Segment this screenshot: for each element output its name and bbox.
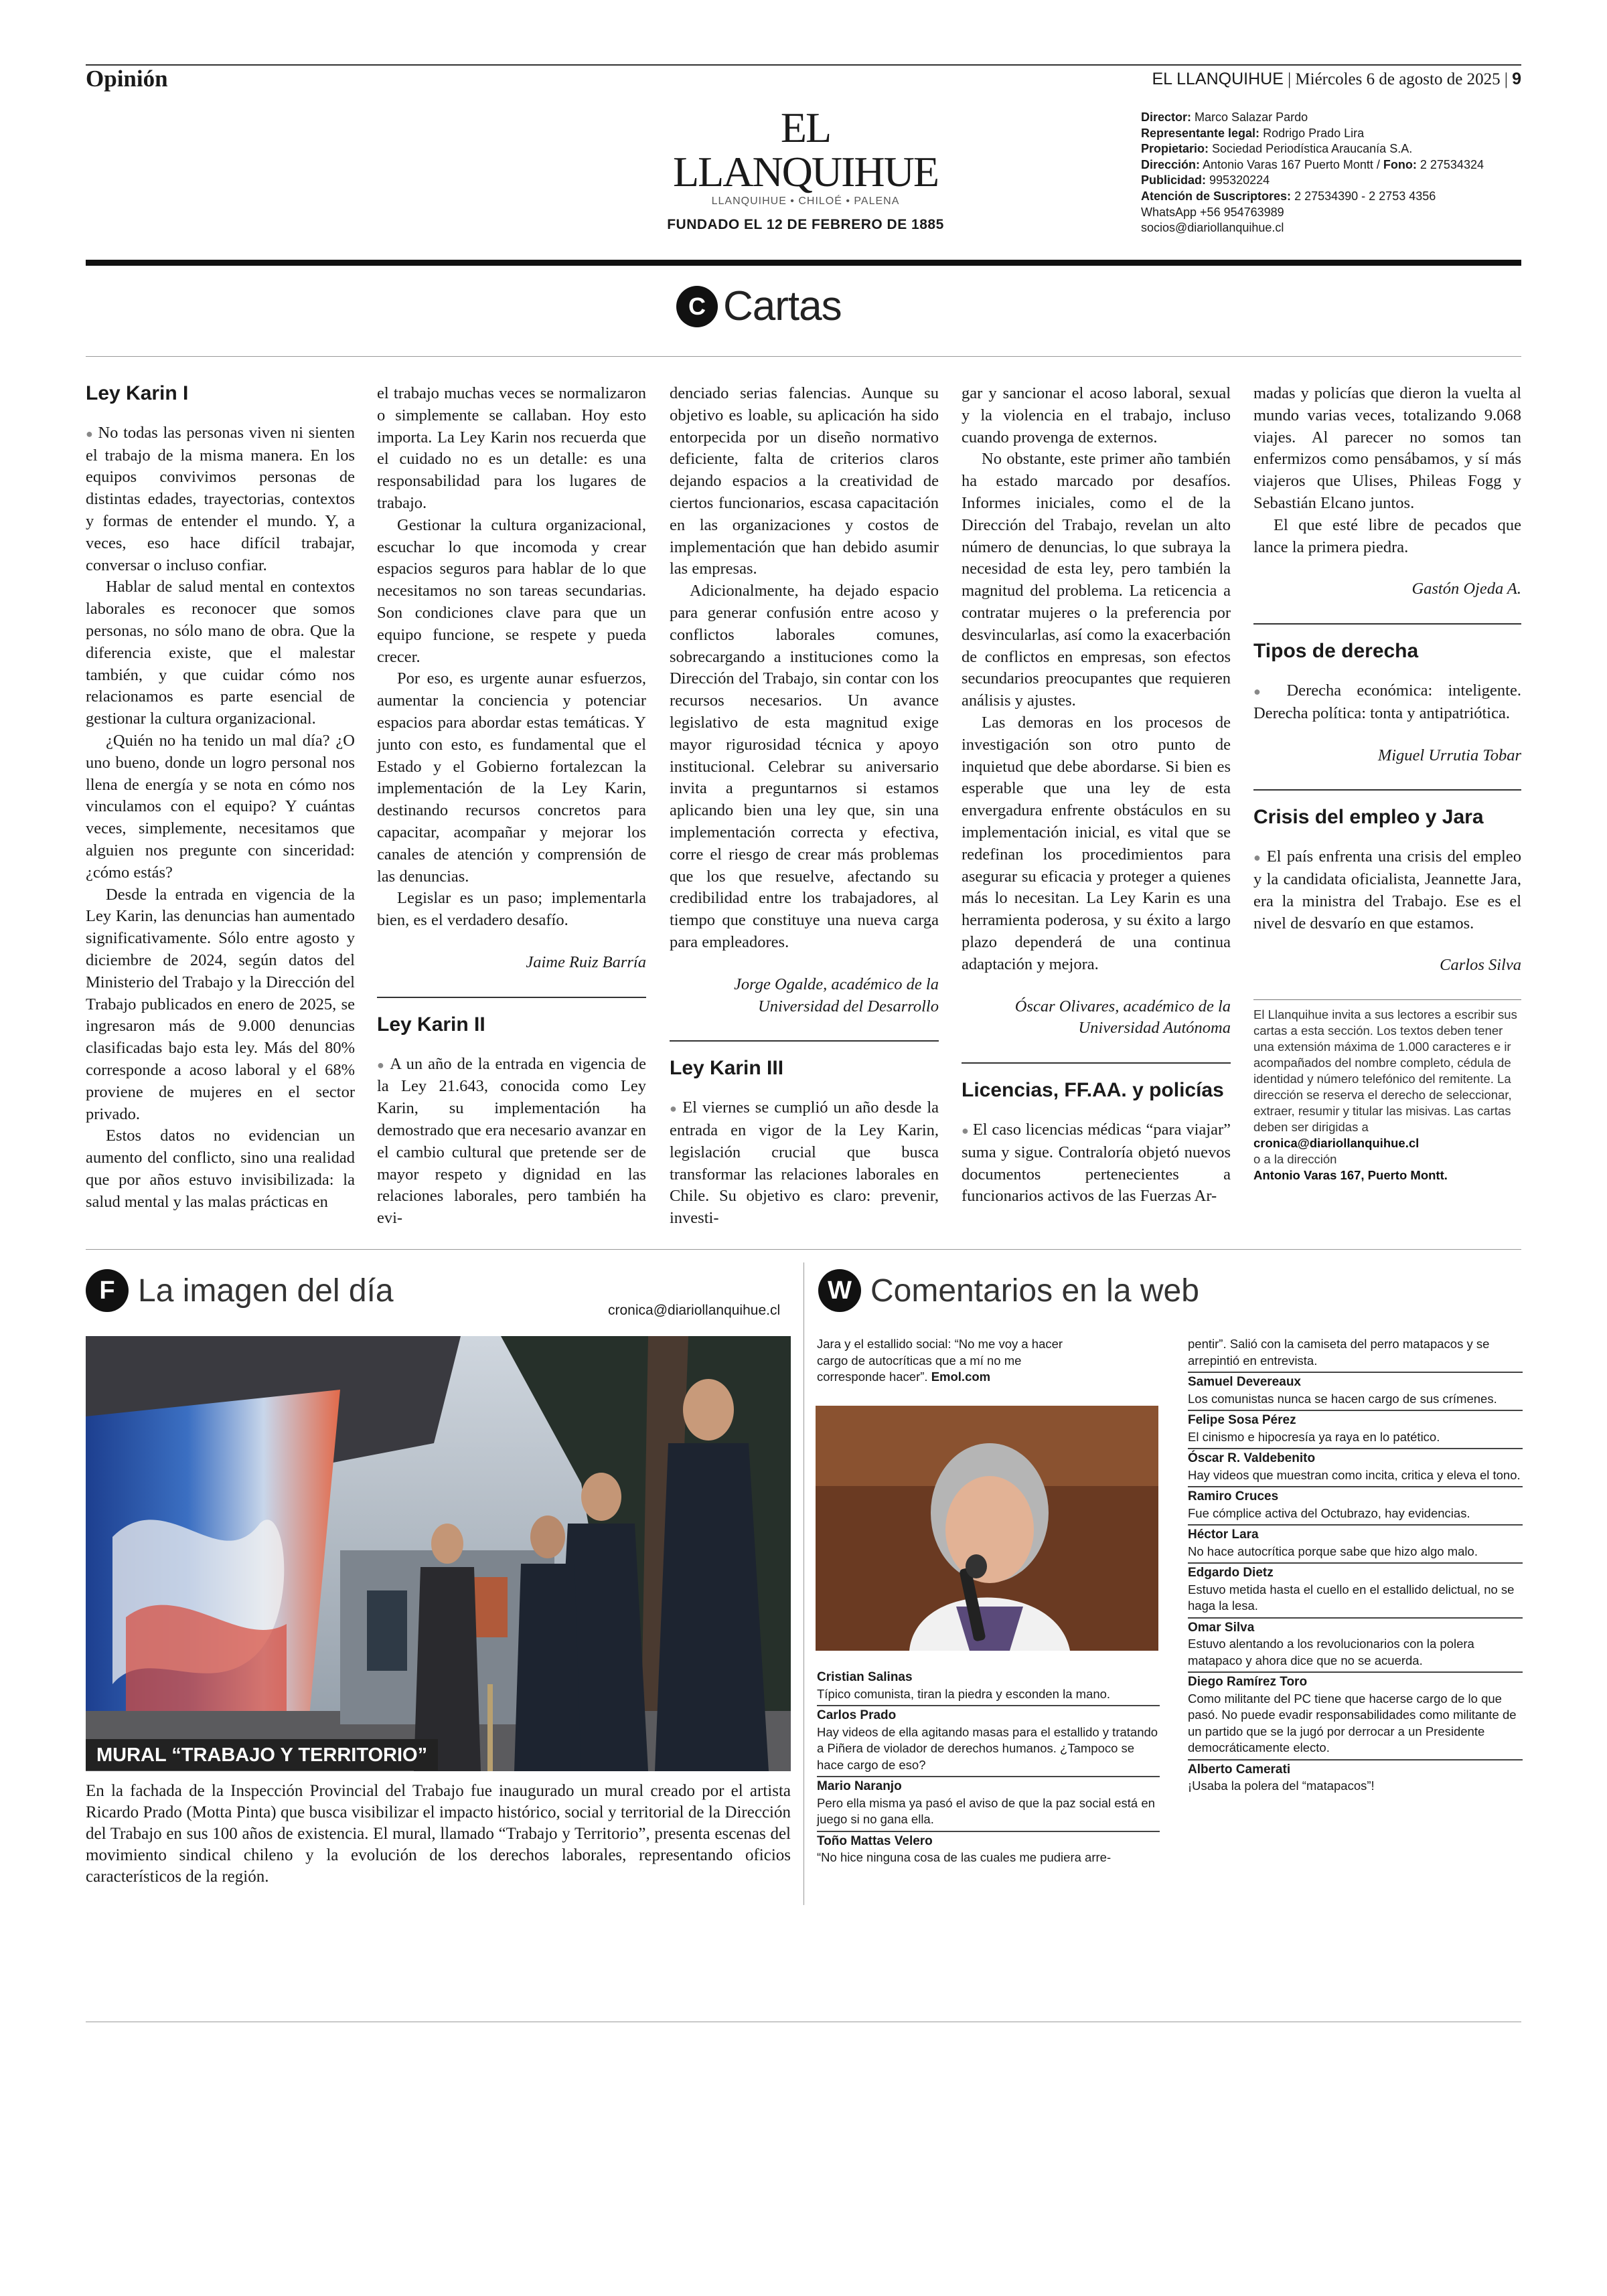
letter-signature: Jorge Ogalde, académico de la Universidad del Desarrollo bbox=[734, 975, 939, 1015]
letter-paragraph: ● A un año de la entrada en vigencia de la Ley 21.643, conocida como Ley Karin, su implementación ha demostrado que era necesario avanzar en el cambio cultural que pretende ser de mayor respeto y dignidad en las relaciones laborales, pero también ha evi- bbox=[377, 1054, 646, 1230]
publication-name: EL LLANQUIHUE bbox=[1152, 70, 1284, 88]
web-comment bbox=[1188, 1449, 1523, 1487]
letters-email-link[interactable]: cronica@diariollanquihue.cl bbox=[1253, 1136, 1420, 1151]
commenter-name: Carlos Prado bbox=[817, 1708, 897, 1722]
commenter-name: Óscar R. Valdebenito bbox=[1188, 1451, 1316, 1465]
photo-label: MURAL “TRABAJO Y TERRITORIO” bbox=[86, 1739, 438, 1771]
bullet-icon bbox=[670, 1098, 682, 1117]
letter-paragraph: Desde la entrada en vigencia de la Ley Karin, las denuncias han aumentado significativamente. Sólo entre agosto y diciembre de 2024, según datos del Ministerio del Trabajo y la Dirección del Trabajo publicados en enero de 2025, se ingresaron más de 9.000 denuncias clasificadas bajo esta ley. Más del 80% corresponde a acoso laboral y el 68% proviene de mujeres en el sector privado. bbox=[86, 885, 355, 1123]
publication-date: Miércoles 6 de agosto de 2025 bbox=[1295, 70, 1501, 88]
letter-signature: Óscar Olivares, académico de la Universidad Autónoma bbox=[1014, 997, 1231, 1038]
web-comments-heading bbox=[818, 1269, 1199, 1312]
web-comment bbox=[1188, 1373, 1523, 1411]
comment-text: Como militante del PC tiene que hacerse cargo de lo que pasó. No puede evadir responsabilidades como militante de un partido que se la jugó por derrocar a un Presidente democráticamente electo. bbox=[1188, 1691, 1517, 1754]
comment-text: Los comunistas nunca se hacen cargo de sus crímenes. bbox=[1188, 1391, 1497, 1406]
letter-paragraph: ● El caso licencias médicas “para viajar” suma y sigue. Contraloría objetó nuevos documentos pertenecientes a funcionarios activos de las Fuerzas Ar- bbox=[962, 1119, 1231, 1208]
top-rule bbox=[86, 64, 1521, 66]
letter-paragraph: Estos datos no evidencian un aumento del conflicto, sino una realidad que por años estuvo invisibilizada: la salud mental y las malas prácticas en bbox=[86, 1127, 355, 1211]
header-thick-rule bbox=[86, 260, 1521, 266]
letter-paragraph: Las demoras en los procesos de investigación son otro punto de inquietud que debe abordarse. Si bien es esperable que una ley de esta envergadura enfrente obstáculos en su implementación inicial, es vital que se redefinan los procedimientos para asegurar su eficacia y proteger a quienes más lo necesitan. La Ley Karin es una herramienta poderosa, y su éxito a largo plazo dependerá de una continua adaptación y mejora. bbox=[962, 713, 1231, 973]
web-comment bbox=[1188, 1619, 1523, 1673]
letter-divider bbox=[962, 1062, 1231, 1064]
staff-row: Atención de Suscriptores: 2 27534390 - 2 2753 4356 bbox=[1141, 189, 1436, 203]
staff-row: Publicidad: 995320224 bbox=[1141, 173, 1270, 187]
letter-heading: Ley Karin I bbox=[86, 382, 189, 404]
letter-signature: Gastón Ojeda A. bbox=[1411, 580, 1521, 598]
commenter-name: Omar Silva bbox=[1188, 1620, 1255, 1635]
comment-text: Fue cómplice activa del Octubrazo, hay evidencias. bbox=[1188, 1505, 1470, 1520]
web-comment bbox=[817, 1706, 1160, 1777]
letter-paragraph: gar y sancionar el acoso laboral, sexual y la violencia en el trabajo, incluso cuando provenga de externos. bbox=[962, 384, 1231, 446]
image-of-day-heading bbox=[86, 1269, 394, 1312]
letter-paragraph: ● Derecha económica: inteligente. Derecha política: tonta y antipatriótica. bbox=[1253, 680, 1521, 725]
letter-heading: Licencias, FF.AA. y policías bbox=[962, 1079, 1224, 1102]
bullet-icon bbox=[1253, 847, 1267, 866]
bullet-icon bbox=[962, 1121, 973, 1139]
letter-paragraph: El que esté libre de pecados que lance la primera piedra. bbox=[1253, 515, 1521, 556]
commenter-name: Mario Naranjo bbox=[817, 1779, 902, 1793]
staff-row: Dirección: Antonio Varas 167 Puerto Montt / Fono: 2 27534324 bbox=[1141, 157, 1484, 171]
letter-signature: Miguel Urrutia Tobar bbox=[1377, 746, 1521, 764]
image-letter-icon: F bbox=[86, 1269, 129, 1312]
commenter-name: Alberto Camerati bbox=[1188, 1762, 1291, 1777]
comment-text: El cinismo e hipocresía ya raya en lo patético. bbox=[1188, 1429, 1440, 1444]
section-title: Opinión bbox=[86, 66, 168, 92]
letter-divider bbox=[1253, 623, 1521, 625]
letter-signature: Carlos Silva bbox=[1440, 956, 1521, 975]
web-comment bbox=[1188, 1673, 1523, 1760]
staff-row: WhatsApp +56 954763989 bbox=[1141, 205, 1284, 219]
web-comment bbox=[1188, 1760, 1523, 1797]
staff-box bbox=[1141, 110, 1521, 236]
letter-divider bbox=[377, 997, 646, 998]
letter-heading: Ley Karin II bbox=[377, 1013, 485, 1036]
letter-paragraph: Hablar de salud mental en contextos laborales es reconocer que somos personas, no sólo mano de obra. Que la diferencia existe, que el malestar también, y que cuidar cómo nos relacionamos es parte esencial de gestionar la cultura organizacional. bbox=[86, 578, 355, 728]
web-comment bbox=[817, 1832, 1160, 1869]
commenter-name: Edgardo Dietz bbox=[1188, 1566, 1274, 1580]
masthead-tagline: LLANQUIHUE • CHILOÉ • PALENA bbox=[711, 195, 900, 207]
web-comments-right bbox=[1188, 1335, 1523, 1797]
letter-heading: Tipos de derecha bbox=[1253, 640, 1419, 663]
letter-paragraph: denciado serias falencias. Aunque su objetivo es loable, su aplicación ha sido entorpecida por un diseño normativo deficiente, falta de criterios claros dejando espacios a la creatividad de ciertos funcionarios, escasa capacitación en las organizaciones y costos de implementación que han debido asumir las empresas. bbox=[670, 384, 939, 578]
web-comment bbox=[817, 1668, 1160, 1706]
image-caption: En la fachada de la Inspección Provincial del Trabajo fue inaugurado un mural creado por el artista Ricardo Prado (Motta Pinta) que busca visibilizar el impacto histórico, social y territorial de la Dirección del Trabajo en sus 100 años de existencia. El mural, llamado “Trabajo y Territorio”, presenta escenas del movimiento sindical chileno y la evolución de los derechos laborales, representando oficios característicos de la región. bbox=[86, 1782, 791, 1886]
letter-paragraph: ¿Quién no ha tenido un mal día? ¿O uno bueno, donde un logro personal nos llena de energía y se nota en cómo nos vinculamos con el equipo? Y cuántas veces, simplemente, necesitamos que alguien nos pregunte con sinceridad: ¿cómo estás? bbox=[86, 731, 355, 882]
publication-line: EL LLANQUIHUE | Miércoles 6 de agosto de 2025 | 9 bbox=[1152, 70, 1521, 88]
commenter-name: Toño Mattas Velero bbox=[817, 1833, 933, 1848]
web-letter-icon: W bbox=[818, 1269, 861, 1312]
letter-paragraph: ● El viernes se cumplió un año desde la entrada en vigor de la Ley Karin, legislación crucial que busca transformar las relaciones laborales en Chile. Su objetivo es claro: prevenir, investi- bbox=[670, 1097, 939, 1230]
staff-row: Propietario: Sociedad Periodística Araucanía S.A. bbox=[1141, 142, 1413, 156]
staff-row: Representante legal: Rodrigo Prado Lira bbox=[1141, 126, 1365, 140]
image-of-day-title: La imagen del día bbox=[138, 1273, 394, 1309]
web-comments-left bbox=[817, 1668, 1160, 1869]
comment-text: “No hice ninguna cosa de las cuales me pudiera arre- bbox=[817, 1850, 1112, 1864]
bullet-icon bbox=[1253, 681, 1287, 700]
letters-column-2 bbox=[377, 383, 646, 1230]
letter-divider bbox=[1253, 999, 1521, 1000]
letters-column-4 bbox=[962, 383, 1231, 1208]
cartas-letter-icon: C bbox=[676, 286, 718, 327]
staff-row: socios@diariollanquihue.cl bbox=[1141, 221, 1284, 235]
comment-text: Típico comunista, tiran la piedra y esconden la mano. bbox=[817, 1686, 1111, 1701]
letters-column-1 bbox=[86, 383, 355, 1213]
web-comment bbox=[1188, 1564, 1523, 1619]
letter-paragraph: Por eso, es urgente aunar esfuerzos, aumentar la conciencia y potenciar espacios para abordar estas temáticas. Y junto con esto, es fundamental que el Estado y el Gobierno fortalezcan la implementación de la Ley Karin, destinando recursos concretos para capacitar, acompañar y mejorar los canales de atención y comprensión de las denuncias. bbox=[377, 669, 646, 886]
commenter-name: Samuel Devereaux bbox=[1188, 1375, 1301, 1389]
web-comment bbox=[1188, 1411, 1523, 1449]
letters-submission-note: El Llanquihue invita a sus lectores a escribir sus cartas a esta sección. Los textos deben tener una extensión máxima de 1.000 caracteres e ir acompañados del nombre completo, cédula de identidad y número telefónico del remitente. La dirección se reserva el derecho de seleccionar, extraer, resumir y titular las misivas. Las cartas deben ser dirigidas a cronica@diariollanquihue.cl o a la dirección Antonio Varas 167, Puerto Montt. bbox=[1253, 1007, 1517, 1183]
letter-divider bbox=[670, 1040, 939, 1042]
web-comment bbox=[1188, 1526, 1523, 1564]
cartas-bottom-rule bbox=[86, 1249, 1521, 1250]
letter-paragraph: Gestionar la cultura organizacional, escuchar lo que incomoda y crear espacios seguros para hablar de lo que necesitamos no son tareas secundarias. Son condiciones clave para que un equipo funcione, se respete y pueda crecer. bbox=[377, 515, 646, 666]
cartas-title: Cartas bbox=[723, 283, 842, 329]
comment-text: ¡Usaba la polera del “matapacos”! bbox=[1188, 1779, 1375, 1793]
comment-text: Estuvo alentando a los revolucionarios con la polera matapaco y ahora dice que no se acuerda. bbox=[1188, 1637, 1474, 1667]
letter-paragraph: ● El país enfrenta una crisis del empleo y la candidata oficialista, Jeannette Jara, era la ministra del Trabajo. Ese es el nivel de desvarío en que estamos. bbox=[1253, 846, 1521, 934]
cartas-rule bbox=[86, 356, 1521, 357]
comment-text: Hay videos de ella agitando masas para el estallido y tratando a Piñera de violador de derechos humanos. ¿Tampoco se hace cargo de eso? bbox=[817, 1724, 1158, 1772]
web-comments-title: Comentarios en la web bbox=[870, 1273, 1199, 1309]
page-number: 9 bbox=[1512, 70, 1521, 88]
web-source: Emol.com bbox=[931, 1370, 991, 1384]
portrait-photo bbox=[816, 1406, 1158, 1651]
letter-heading: Ley Karin III bbox=[670, 1057, 784, 1080]
letter-divider bbox=[1253, 789, 1521, 791]
commenter-name: Diego Ramírez Toro bbox=[1188, 1675, 1308, 1689]
image-email[interactable]: cronica@diariollanquihue.cl bbox=[608, 1303, 781, 1318]
commenter-name: Ramiro Cruces bbox=[1188, 1489, 1279, 1503]
letter-paragraph: el trabajo muchas veces se normalizaron o simplemente se callaban. Hoy esto importa. La Ley Karin nos recuerda que el cuidado no es un detalle: es una responsabilidad para los lugares de trabajo. bbox=[377, 384, 646, 512]
letter-paragraph: ● No todas las personas viven ni sienten el trabajo de la misma manera. En los equipos convivimos personas de distintas edades, trayectorias, contextos y formas de entender el mundo. Y, a veces, eso hace difícil trabajar, conversar o incluso confiar. bbox=[86, 422, 355, 577]
letters-column-3 bbox=[670, 383, 939, 1230]
masthead-logo: EL LLANQUIHUE bbox=[673, 104, 938, 195]
comment-continuation: pentir”. Salió con la camiseta del perro matapacos y se arrepintió en entrevista. bbox=[1188, 1335, 1523, 1373]
mural-photo bbox=[86, 1336, 791, 1771]
masthead bbox=[655, 106, 956, 233]
letter-paragraph: madas y policías que dieron la vuelta al mundo varias veces, totalizando 9.068 viajes. Al parecer no somos tan enfermizos como pensábamos, y sí más viajeros que Ulises, Phileas Fogg y Sebastián Elcano juntos. bbox=[1253, 384, 1521, 512]
bullet-icon bbox=[377, 1055, 390, 1073]
commenter-name: Héctor Lara bbox=[1188, 1528, 1259, 1542]
bullet-icon bbox=[86, 424, 98, 442]
web-comment bbox=[817, 1777, 1160, 1832]
comment-text: Pero ella misma ya pasó el aviso de que la paz social está en juego si no gana ella. bbox=[817, 1795, 1155, 1826]
cartas-heading bbox=[676, 282, 842, 330]
letter-heading: Crisis del empleo y Jara bbox=[1253, 806, 1484, 829]
comment-text: Estuvo metida hasta el cuello en el estallido delictual, no se haga la lesa. bbox=[1188, 1582, 1515, 1613]
letter-paragraph: No obstante, este primer año también ha estado marcado por desafíos. Informes iniciales, como el de la Dirección del Trabajo, revelan un alto número de denuncias, lo que subraya la necesidad de esta ley, pero también la magnitud del problema. La reticencia a contratar mujeres o la preferencia por desvincularlas, así como la exacerbación de conflictos en empresas, son efectos secundarios preocupantes que requieren análisis y ajustes. bbox=[962, 450, 1231, 710]
staff-row: Director: Marco Salazar Pardo bbox=[1141, 110, 1308, 124]
masthead-founded: FUNDADO EL 12 DE FEBRERO DE 1885 bbox=[667, 217, 944, 232]
comment-text: Hay videos que muestran como incita, critica y eleva el tono. bbox=[1188, 1467, 1521, 1482]
letters-column-5 bbox=[1253, 383, 1521, 1183]
commenter-name: Felipe Sosa Pérez bbox=[1188, 1413, 1296, 1427]
web-comment bbox=[1188, 1487, 1523, 1526]
comment-text: No hace autocrítica porque sabe que hizo algo malo. bbox=[1188, 1544, 1478, 1558]
commenter-name: Cristian Salinas bbox=[817, 1670, 913, 1684]
letter-paragraph: Adicionalmente, ha dejado espacio para generar confusión entre acoso y conflictos laborales comunes, sobrecargando a instituciones como la Dirección del Trabajo, sin contar con los recursos necesarios. Un avance legislativo de esta magnitud exige mayor rigurosidad técnica y apoyo institucional. Celebrar su aniversario invita a preguntarnos si estamos aplicando bien una ley que, sin una implementación correcta y efectiva, corre el riesgo de crear más problemas que los que resuelve, afectando su credibilidad entre los trabajadores, al tiempo que constituye una nueva carga para empleadores. bbox=[670, 582, 939, 951]
letter-signature: Jaime Ruiz Barría bbox=[526, 953, 646, 971]
web-intro: Jara y el estallido social: “No me voy a hacer cargo de autocríticas que a mí no me corresponde hacer”. Emol.com bbox=[817, 1337, 1063, 1384]
letter-paragraph: Legislar es un paso; implementarla bien, es el verdadero desafío. bbox=[377, 889, 646, 930]
